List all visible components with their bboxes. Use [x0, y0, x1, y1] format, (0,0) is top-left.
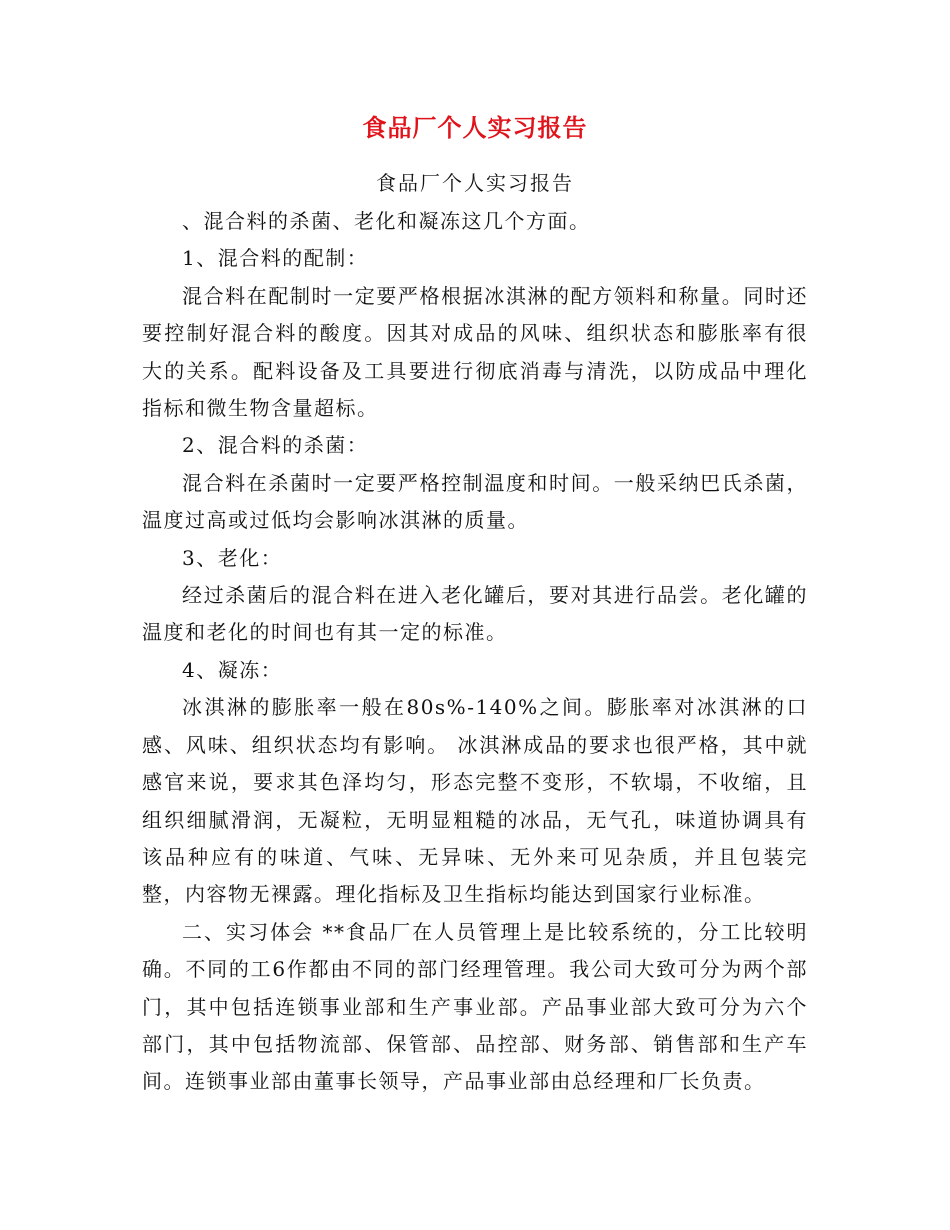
paragraph: 冰淇淋的膨胀率一般在80s%-140%之间。膨胀率对冰淇淋的口感、风味、组织状态均有影响。 冰淇淋成品的要求也很严格，其中就感官来说，要求其色泽均匀，形态完整不变形，不软塌，不收缩，且组织细腻滑润，无凝粒，无明显粗糙的冰品，无气孔，味道协调具有该品种应有的味道、气味、无异味、无外来可见杂质，并且包装完整，内容物无裸露。理化指标及卫生指标均能达到国家行业标准。	[142, 695, 808, 907]
section-heading: 2、混合料的杀菌：	[182, 433, 369, 458]
paragraph: 混合料在杀菌时一定要严格控制温度和时间。一般采纳巴氏杀菌，温度过高或过低均会影响冰淇淋的质量。	[142, 470, 808, 533]
document-title: 食品厂个人实习报告	[362, 113, 588, 142]
section-heading: 1、混合料的配制：	[182, 246, 369, 271]
document-body	[142, 203, 808, 1101]
document-subtitle: 食品厂个人实习报告	[376, 171, 574, 195]
paragraph: 二、实习体会 **食品厂在人员管理上是比较系统的，分工比较明确。不同的工6作都由不同的部门经理管理。我公司大致可分为两个部门，其中包括连锁事业部和生产事业部。产品事业部大致可分为六个部门，其中包括物流部、保管部、品控部、财务部、销售部和生产车间。连锁事业部由董事长领导，产品事业部由总经理和厂长负责。	[142, 919, 808, 1094]
paragraph: 、混合料的杀菌、老化和凝冻这几个方面。	[182, 209, 591, 233]
section-heading: 3、老化：	[182, 545, 283, 570]
section-heading: 4、凝冻：	[182, 657, 283, 682]
paragraph: 混合料在配制时一定要严格根据冰淇淋的配方领料和称量。同时还要控制好混合料的酸度。因其对成品的风味、组织状态和膨胀率有很大的关系。配料设备及工具要进行彻底消毒与清洗，以防成品中理化指标和微生物含量超标。	[142, 283, 808, 421]
paragraph: 经过杀菌后的混合料在进入老化罐后，要对其进行品尝。老化罐的温度和老化的时间也有其一定的标准。	[142, 583, 808, 645]
